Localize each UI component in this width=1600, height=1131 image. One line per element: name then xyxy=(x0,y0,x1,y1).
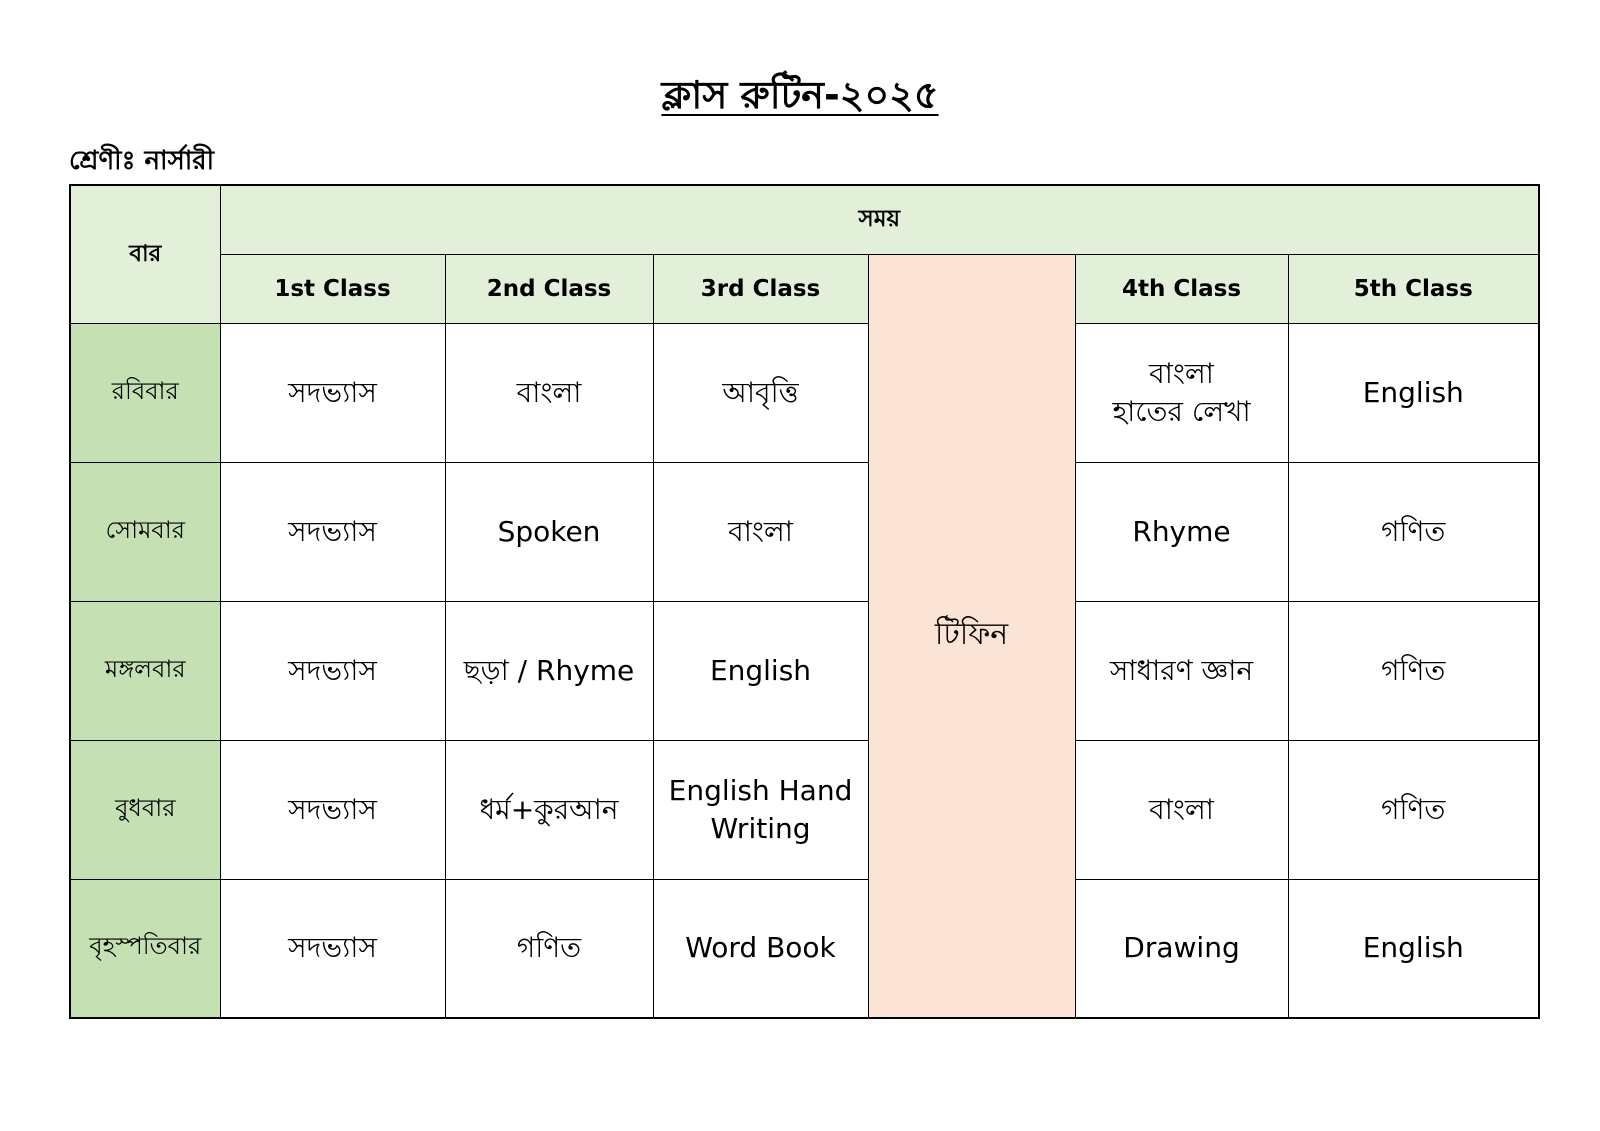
class-label: শ্রেণীঃ নার্সারী xyxy=(69,146,215,176)
period-header-3: 3rd Class xyxy=(653,254,868,323)
subject-cell: সদভ্যাস xyxy=(220,740,445,879)
day-cell: সোমবার xyxy=(70,462,220,601)
subject-cell: বাংলা xyxy=(1075,740,1288,879)
subject-cell: বাংলা xyxy=(445,323,653,462)
period-header-4: 4th Class xyxy=(1075,254,1288,323)
table-row xyxy=(70,740,1539,879)
table-row xyxy=(70,462,1539,601)
subject-cell: Drawing xyxy=(1075,879,1288,1018)
period-header-5: 5th Class xyxy=(1288,254,1539,323)
day-column-header: বার xyxy=(70,185,220,323)
day-cell: বুধবার xyxy=(70,740,220,879)
header-row-time xyxy=(70,185,1539,254)
subject-cell: Spoken xyxy=(445,462,653,601)
subject-cell: সদভ্যাস xyxy=(220,462,445,601)
table-row xyxy=(70,323,1539,462)
routine-table xyxy=(69,184,1540,1019)
subject-cell: Word Book xyxy=(653,879,868,1018)
tiffin-break-cell: টিফিন xyxy=(868,254,1075,1018)
subject-cell: বাংলা xyxy=(653,462,868,601)
subject-cell: বাংলা হাতের লেখা xyxy=(1075,323,1288,462)
subject-cell: গণিত xyxy=(1288,462,1539,601)
subject-cell: গণিত xyxy=(1288,601,1539,740)
time-header: সময় xyxy=(220,185,1539,254)
subject-cell: Rhyme xyxy=(1075,462,1288,601)
subject-cell: সাধারণ জ্ঞান xyxy=(1075,601,1288,740)
subject-cell: English xyxy=(1288,879,1539,1018)
subject-cell: গণিত xyxy=(1288,740,1539,879)
subject-cell: আবৃত্তি xyxy=(653,323,868,462)
subject-cell: English Hand Writing xyxy=(653,740,868,879)
page-title xyxy=(0,66,1600,130)
subject-cell: ধর্ম+কুরআন xyxy=(445,740,653,879)
header-row-periods xyxy=(70,254,1539,323)
subject-cell: সদভ্যাস xyxy=(220,601,445,740)
subject-cell: সদভ্যাস xyxy=(220,879,445,1018)
subject-cell: ছড়া / Rhyme xyxy=(445,601,653,740)
day-cell: রবিবার xyxy=(70,323,220,462)
table-row xyxy=(70,601,1539,740)
page-title-text: ক্লাস রুটিন-২০২৫ xyxy=(661,73,939,117)
day-cell: মঙ্গলবার xyxy=(70,601,220,740)
day-cell: বৃহস্পতিবার xyxy=(70,879,220,1018)
table-row xyxy=(70,879,1539,1018)
subject-cell: English xyxy=(1288,323,1539,462)
subject-cell: গণিত xyxy=(445,879,653,1018)
subject-cell: English xyxy=(653,601,868,740)
subject-cell: সদভ্যাস xyxy=(220,323,445,462)
period-header-1: 1st Class xyxy=(220,254,445,323)
period-header-2: 2nd Class xyxy=(445,254,653,323)
